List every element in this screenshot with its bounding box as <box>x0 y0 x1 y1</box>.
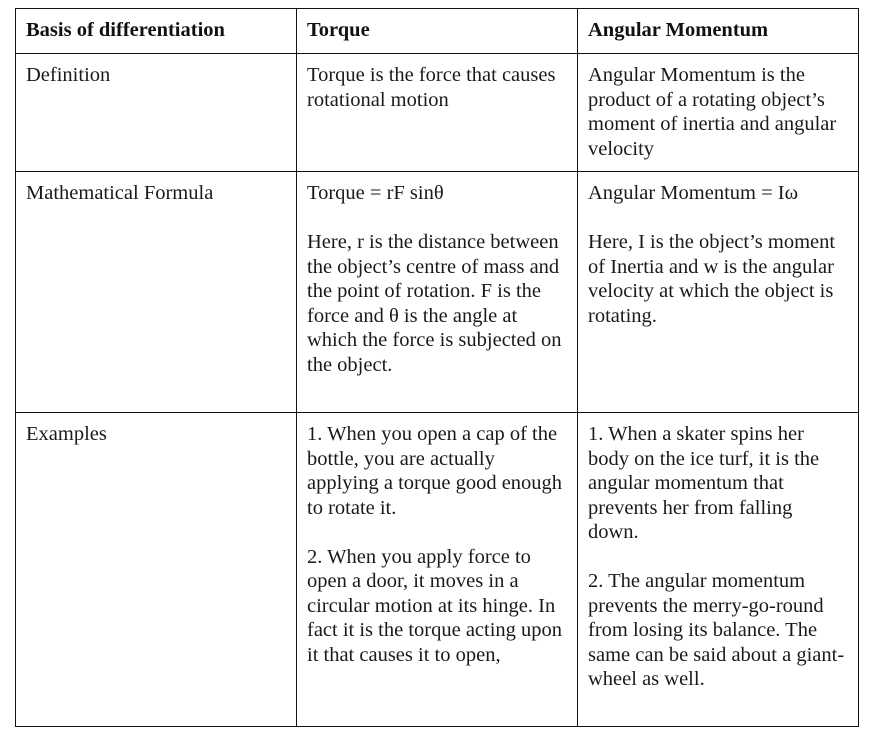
header-angular-momentum: Angular Momentum <box>578 9 859 54</box>
torque-formula-explanation: Here, r is the distance between the object’s centre of mass and the point of rotation. F is the force and θ is the angle at which the force is subjected on the object. <box>307 231 562 376</box>
cell-angular-momentum <box>578 413 859 727</box>
angular-momentum-formula-explanation: Here, I is the object’s moment of Inertia and w is the angular velocity at which the object is rotating. <box>588 231 836 327</box>
table-row-examples <box>16 413 859 727</box>
torque-definition: Torque is the force that causes rotational motion <box>307 64 556 111</box>
cell-angular-momentum <box>578 172 859 413</box>
angular-momentum-example-1: 1. When a skater spins her body on the ice turf, it is the angular momentum that prevents her from falling down. <box>588 423 820 543</box>
cell-basis <box>16 413 297 727</box>
torque-formula: Torque = rF sinθ <box>307 182 444 204</box>
comparison-table <box>15 8 859 727</box>
cell-torque <box>297 54 578 172</box>
basis-label: Definition <box>26 64 111 86</box>
torque-example-1: 1. When you open a cap of the bottle, you are actually applying a torque good enough to rotate it. <box>307 423 563 519</box>
header-basis: Basis of differentiation <box>16 9 297 54</box>
cell-basis <box>16 54 297 172</box>
angular-momentum-formula: Angular Momentum = Iω <box>588 182 799 204</box>
header-torque: Torque <box>297 9 578 54</box>
torque-example-2: 2. When you apply force to open a door, it moves in a circular motion at its hinge. In fact it is the torque acting upon it that causes it to open, <box>307 545 563 666</box>
cell-angular-momentum <box>578 54 859 172</box>
cell-torque <box>297 172 578 413</box>
cell-basis <box>16 172 297 413</box>
angular-momentum-definition: Angular Momentum is the product of a rotating object’s moment of inertia and angular velocity <box>588 64 837 160</box>
table-row-definition <box>16 54 859 172</box>
basis-label: Mathematical Formula <box>26 182 214 204</box>
angular-momentum-example-2: 2. The angular momentum prevents the merry-go-round from losing its balance. The same can be said about a giant-wheel as well. <box>588 570 845 690</box>
table-row-formula <box>16 172 859 413</box>
basis-label: Examples <box>26 423 107 445</box>
cell-torque <box>297 413 578 727</box>
header-row <box>16 9 859 54</box>
